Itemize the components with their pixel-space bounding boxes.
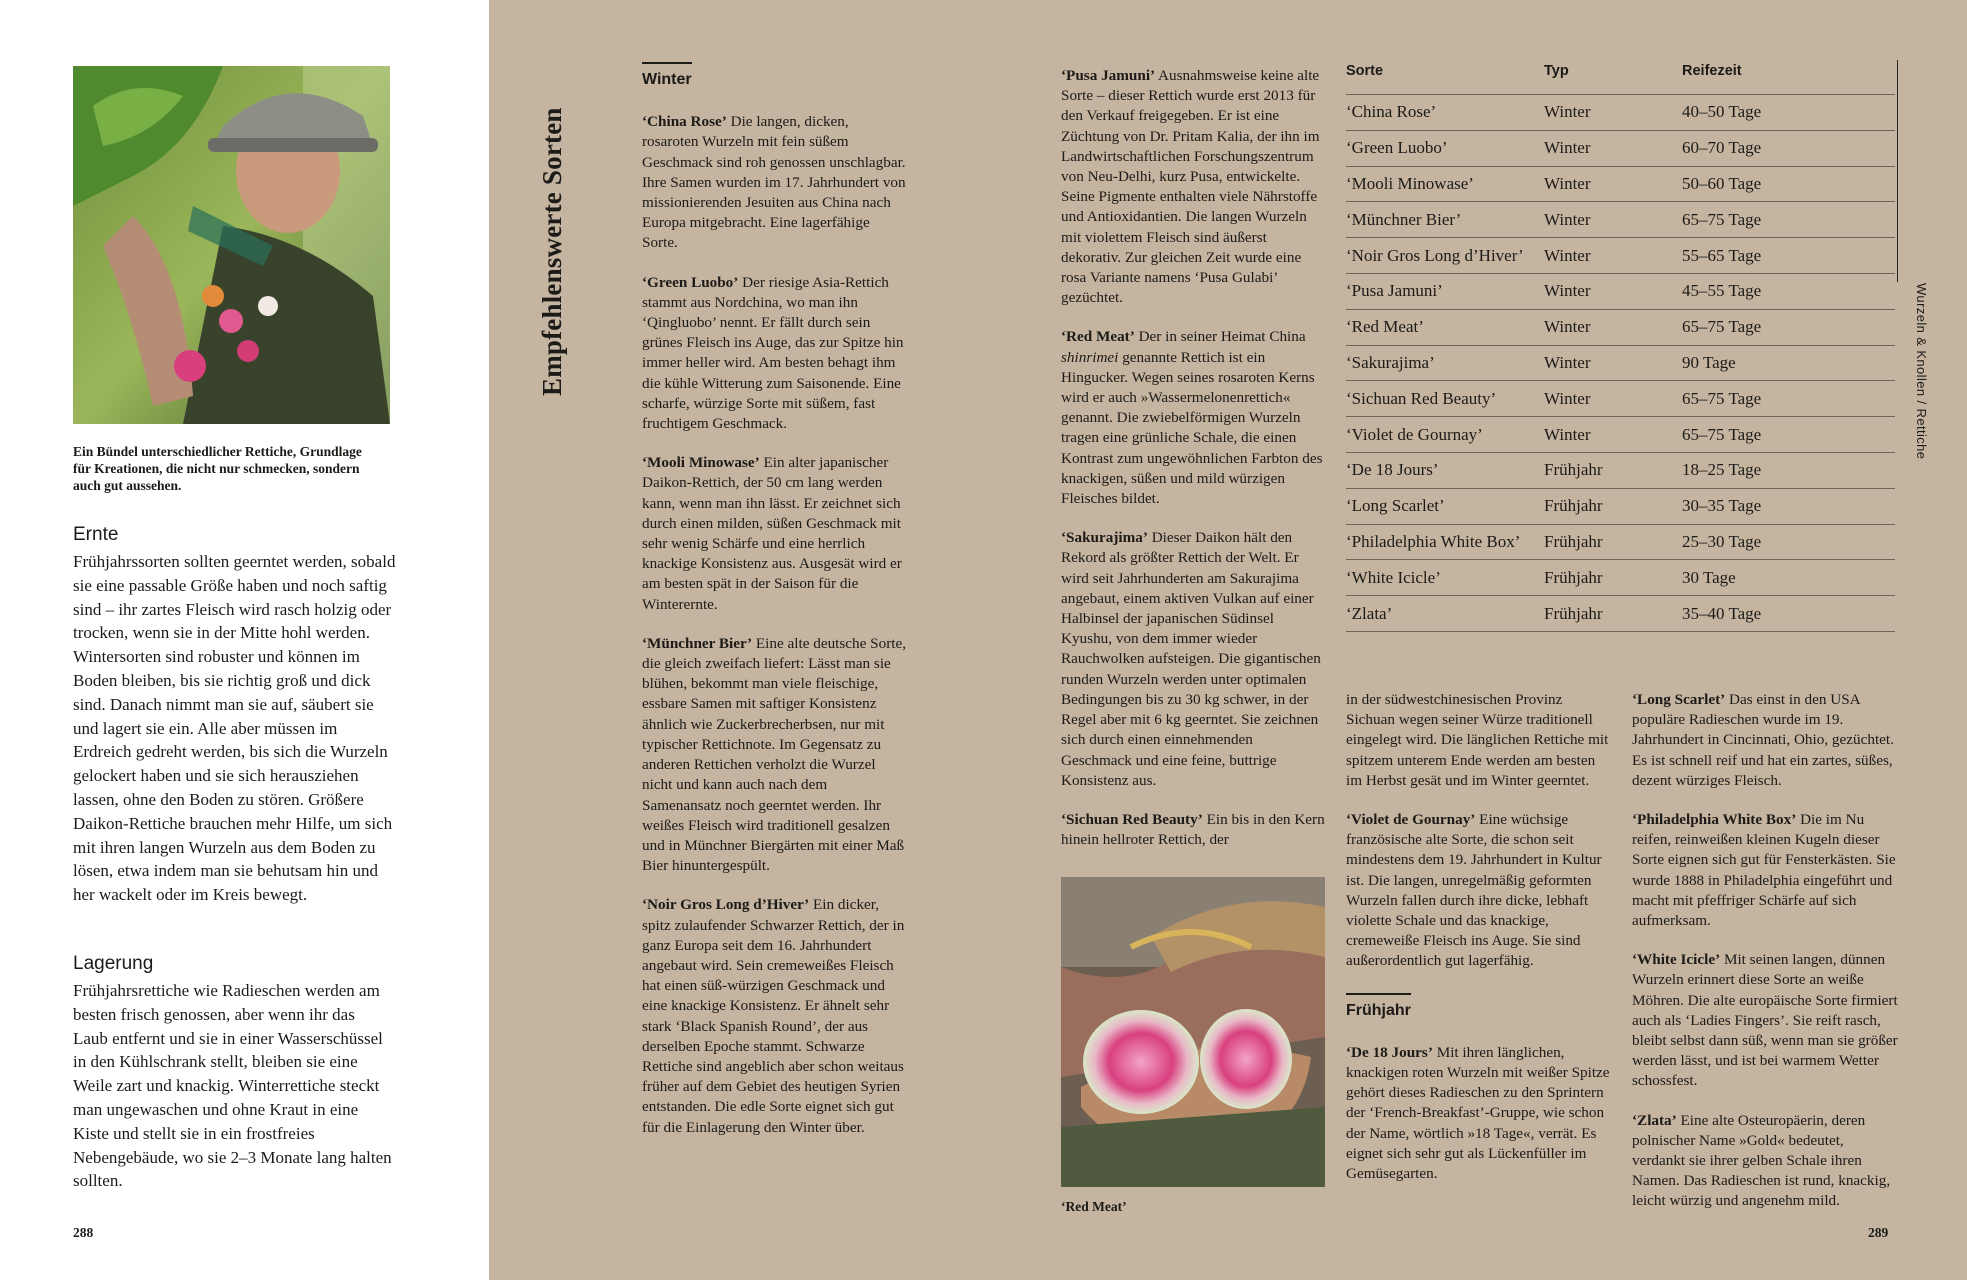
lagerung-text: Frühjahrsrettiche wie Radieschen werden am besten frisch genossen, aber wenn ihr das Laub entfernt und sie in einer Wasserschüssel in den Kühlschrank stellt, bleiben sie eine Weile zart und knackig. Winterrettiche steckt man ungewaschen und ohne Kraut in eine Kiste und stellt sie in ein frostfreies Nebengebäude, wo sie 2–3 Monate lang halten sollten. <box>73 981 392 1191</box>
header-sorte: Sorte <box>1346 58 1544 95</box>
table-row <box>1346 488 1895 524</box>
cell-sorte: ‘Noir Gros Long d’Hiver’ <box>1346 238 1544 274</box>
table-row <box>1346 417 1895 453</box>
cell-sorte: ‘Green Luobo’ <box>1346 130 1544 166</box>
cell-sorte: ‘China Rose’ <box>1346 95 1544 131</box>
cell-sorte: ‘Philadelphia White Box’ <box>1346 524 1544 560</box>
table-header-row <box>1346 58 1895 95</box>
table-row <box>1346 273 1895 309</box>
cell-typ: Winter <box>1544 202 1682 238</box>
table-row <box>1346 524 1895 560</box>
header-reifezeit: Reifezeit <box>1682 58 1895 95</box>
cell-typ: Winter <box>1544 238 1682 274</box>
entry-muenchner-bier: ‘Münchner Bier’ Eine alte deutsche Sorte, die gleich zweifach liefert: Lässt man sie blühen, bekommt man viele fleischige, essbare Samen mit saftiger Konsistenz ähnlich wie Zuckerbrecherbsen, nur mit typischer Rettichnote. Im Gegensatz zu anderen Rettichen verholzt die Wurzel nicht und kann auch nach dem Samenansatz noch geerntet werden. Ihr weißes Fleisch wird traditionell gesalzen und in Münchner Biergärten mit einer Maß Bier hinuntergespült. <box>642 634 907 875</box>
entry-sichuan-red-beauty: ‘Sichuan Red Beauty’ Ein bis in den Kern hinein hellroter Rettich, der <box>1061 810 1325 849</box>
column-3 <box>1346 690 1610 1203</box>
table-row <box>1346 345 1895 381</box>
running-head-rule <box>1897 60 1898 282</box>
table-row <box>1346 238 1895 274</box>
cell-typ: Winter <box>1544 309 1682 345</box>
cell-typ: Frühjahr <box>1544 596 1682 632</box>
page-number-right: 289 <box>1868 1225 1889 1240</box>
cell-reifezeit: 65–75 Tage <box>1682 202 1895 238</box>
entry-zlata: ‘Zlata’ Eine alte Osteuropäerin, deren polnischer Name »Gold« bedeutet, verdankt sie ihrer gelben Schale ihren Namen. Das Radieschen ist rund, knackig, leicht würzig und angenehm mild. <box>1632 1111 1891 1210</box>
entry-long-scarlet: ‘Long Scarlet’ Das einst in den USA populäre Radieschen wurde im 19. Jahrhundert in Cincinnati, Ohio, gezüchtet. Es ist schnell reif und hat ein zartes, süßes, dezent würziges Fleisch. <box>1632 691 1894 789</box>
entry-violet-de-gournay: ‘Violet de Gournay’ Eine wüchsige französische alte Sorte, die schon seit mindestens dem 19. Jahrhundert in Kultur ist. Die langen, unregelmäßig geformten Wurzeln fallen durch ihre dicke, lebhaft violette Schale und das knackige, cremeweiße Fleisch ins Auge. Sie sind außerordentlich gut lagerfähig. <box>1346 811 1602 970</box>
left-page <box>0 0 489 1280</box>
cell-sorte: ‘White Icicle’ <box>1346 560 1544 596</box>
cell-sorte: ‘Sakurajima’ <box>1346 345 1544 381</box>
cell-reifezeit: 35–40 Tage <box>1682 596 1895 632</box>
table-row <box>1346 596 1895 632</box>
table-row <box>1346 95 1895 131</box>
column-winter-2 <box>1061 66 1325 869</box>
page-number-left: 288 <box>73 1225 94 1240</box>
cell-sorte: ‘De 18 Jours’ <box>1346 452 1544 488</box>
cell-sorte: ‘Münchner Bier’ <box>1346 202 1544 238</box>
entry-noir-gros-long: ‘Noir Gros Long d’Hiver’ Ein dicker, spitz zulaufender Schwarzer Rettich, der in ganz Europa seit dem 16. Jahrhundert angebaut wird. Sein cremeweißes Fleisch hat einen süß-würzigen Geschmack und eine knackige Konsistenz. Er ähnelt sehr stark ‘Black Spanish Round’, der aus derselben Epoche stammt. Schwarze Rettiche sind angeblich aber schon weitaus früher auf dem Gebiet des heutigen Syrien entstanden. Die edle Sorte eignet sich gut für die Einlagerung den Winter über. <box>642 896 905 1136</box>
entry-red-meat: ‘Red Meat’ Der in seiner Heimat China shinrimei genannte Rettich ist ein Hingucker. Wegen seines rosaroten Kerns wird er auch »Wassermelonenrettich« genannt. Die zwiebelförmigen Wurzeln tragen eine grünliche Schale, die einen Kontrast zum ungewöhnlichen Farbton des knackigen, süßen und mild würzigen Fleisches bildet. <box>1061 328 1323 508</box>
cell-reifezeit: 50–60 Tage <box>1682 166 1895 202</box>
cell-sorte: ‘Sichuan Red Beauty’ <box>1346 381 1544 417</box>
cell-typ: Frühjahr <box>1544 524 1682 560</box>
cell-reifezeit: 55–65 Tage <box>1682 238 1895 274</box>
fruehjahr-heading: Frühjahr <box>1346 993 1411 1021</box>
cell-typ: Winter <box>1544 345 1682 381</box>
cell-reifezeit: 90 Tage <box>1682 345 1895 381</box>
header-typ: Typ <box>1544 58 1682 95</box>
table-row <box>1346 381 1895 417</box>
cell-typ: Winter <box>1544 381 1682 417</box>
cell-reifezeit: 65–75 Tage <box>1682 381 1895 417</box>
red-meat-photo <box>1061 877 1325 1187</box>
table-row <box>1346 130 1895 166</box>
cell-reifezeit: 18–25 Tage <box>1682 452 1895 488</box>
entry-sichuan-continued: in der südwestchinesischen Provinz Sichuan wegen seiner Würze traditionell eingelegt wird. Die länglichen Rettiche mit spitzem unterem Ende werden am besten im Herbst gesät und im Winter geerntet. <box>1346 691 1609 789</box>
winter-heading: Winter <box>642 62 692 90</box>
cell-typ: Winter <box>1544 417 1682 453</box>
cell-reifezeit: 30–35 Tage <box>1682 488 1895 524</box>
cell-typ: Frühjahr <box>1544 452 1682 488</box>
table-row <box>1346 560 1895 596</box>
table-row <box>1346 309 1895 345</box>
cell-reifezeit: 45–55 Tage <box>1682 273 1895 309</box>
ernte-text: Frühjahrssorten sollten geerntet werden, sobald sie eine passable Größe haben und noch saftig sind – ihr zartes Fleisch wird rasch holzig oder trocken, wenn sie in der Mitte hohl werden. Wintersorten sind robuster und können im Boden bleiben, bis sie richtig groß und dick sind. Danach nimmt man sie auf, säubert sie und lagert sie ein. Alle aber müssen im Erdreich gedreht werden, bis sich die Wurzeln gelockert haben und sie sich herausziehen lassen, ohne den Boden zu stören. Größere Daikon-Rettiche brauchen mehr Hilfe, um sich mit ihren langen Wurzeln aus dem Boden zu lösen, etwa indem man sie behutsam hin und her wackelt oder im Kreis bewegt. <box>73 552 396 905</box>
cell-reifezeit: 25–30 Tage <box>1682 524 1895 560</box>
cell-typ: Winter <box>1544 166 1682 202</box>
cell-sorte: ‘Long Scarlet’ <box>1346 488 1544 524</box>
column-4 <box>1632 690 1898 1231</box>
entry-white-icicle: ‘White Icicle’ Mit seinen langen, dünnen Wurzeln erinnert diese Sorte an weiße Möhren. Die alte europäische Sorte firmiert auch als ‘Ladies Fingers’. Sie reift rasch, bleibt selbst dann süß, wenn man sie größer werden lässt, und ist bei warmem Wetter schossfest. <box>1632 951 1898 1090</box>
cell-reifezeit: 60–70 Tage <box>1682 130 1895 166</box>
cell-sorte: ‘Violet de Gournay’ <box>1346 417 1544 453</box>
cell-reifezeit: 65–75 Tage <box>1682 309 1895 345</box>
photo-caption: Ein Bündel unterschiedlicher Rettiche, Grundlage für Kreationen, die nicht nur schmecken, sondern auch gut aussehen. <box>73 444 362 493</box>
section-title: Empfehlenswerte Sorten <box>537 107 567 396</box>
cell-typ: Frühjahr <box>1544 560 1682 596</box>
table-row <box>1346 166 1895 202</box>
cell-sorte: ‘Pusa Jamuni’ <box>1346 273 1544 309</box>
table-row <box>1346 202 1895 238</box>
entry-pusa-jamuni: ‘Pusa Jamuni’ Ausnahmsweise keine alte Sorte – dieser Rettich wurde erst 2013 für den Verkauf freigegeben. Er ist eine Züchtung von Dr. Pritam Kalia, der ihn im Landwirtschaftlichen Forschungszentrum von Neu-Delhi, kurz Pusa, entwickelte. Seine Pigmente enthalten viele Nährstoffe und Antioxidantien. Die langen Wurzeln mit violettem Fleisch sind äußerst dekorativ. Zur gleichen Zeit wurde eine rosa Variante namens ‘Pusa Gulabi’ gezüchtet. <box>1061 67 1320 307</box>
cell-sorte: ‘Zlata’ <box>1346 596 1544 632</box>
ernte-heading: Ernte <box>73 524 119 545</box>
varieties-table <box>1346 58 1895 632</box>
table-row <box>1346 452 1895 488</box>
running-head: Wurzeln & Knollen / Rettiche <box>1914 283 1929 460</box>
cell-reifezeit: 30 Tage <box>1682 560 1895 596</box>
entry-sakurajima: ‘Sakurajima’ Dieser Daikon hält den Rekord als größter Rettich der Welt. Er wird seit Jahrhunderten am Sakurajima angebaut, einem aktiven Vulkan auf einer Halbinsel der japanischen Südinsel Kyushu, von dem immer wieder Rauchwolken aufsteigen. Die gigantischen runden Wurzeln werden unter optimalen Bedingungen bis zu 30 kg schwer, in der Regel aber mit 6 kg geerntet. Sie zeichnen sich durch einen einnehmenden Geschmack und eine feine, buttrige Konsistenz aus. <box>1061 529 1321 789</box>
column-winter-1 <box>642 62 907 1157</box>
cell-reifezeit: 65–75 Tage <box>1682 417 1895 453</box>
entry-mooli-minowase: ‘Mooli Minowase’ Ein alter japanischer Daikon-Rettich, der 50 cm lang werden kann, wenn man ihn lässt. Er zeichnet sich durch einen milden, süßen Geschmack mit sehr wenig Schärfe und eine herrlich knackige Konsistenz aus. Ausgesät wird er am besten spät in der Saison für die Winterernte. <box>642 454 902 613</box>
cell-typ: Winter <box>1544 130 1682 166</box>
cell-sorte: ‘Mooli Minowase’ <box>1346 166 1544 202</box>
entry-philadelphia-white-box: ‘Philadelphia White Box’ Die im Nu reifen, reinweißen kleinen Kugeln dieser Sorte eignen sich gut für Fensterkästen. Sie wurde 1888 in Philadelphia eingeführt und macht mit pfeffriger Schärfe auf sich aufmerksam. <box>1632 811 1896 930</box>
cell-sorte: ‘Red Meat’ <box>1346 309 1544 345</box>
lagerung-heading: Lagerung <box>73 953 154 974</box>
cell-typ: Winter <box>1544 273 1682 309</box>
red-meat-caption: ‘Red Meat’ <box>1061 1199 1127 1214</box>
cell-typ: Winter <box>1544 95 1682 131</box>
radish-bundle-photo <box>73 66 390 424</box>
entry-de-18-jours: ‘De 18 Jours’ Mit ihren länglichen, knackigen roten Wurzeln mit weißer Spitze gehört dieses Radieschen zu den Sprintern der ‘French-Breakfast’-Gruppe, wie schon der Name, wörtlich »18 Tage«, verrät. Es eignet sich sehr gut als Lückenfüller im Gemüsegarten. <box>1346 1043 1610 1183</box>
entry-green-luobo: ‘Green Luobo’ Der riesige Asia-Rettich stammt aus Nordchina, wo man ihn ‘Qingluobo’ nennt. Er fällt durch sein grünes Fleisch ins Auge, das zur Spitze hin immer heller wird. Am besten behagt ihm die kühle Witterung zum Saisonende. Eine scharfe, würzige Sorte mit süßem, fast fruchtigem Geschmack. <box>642 273 904 433</box>
cell-typ: Frühjahr <box>1544 488 1682 524</box>
entry-china-rose: ‘China Rose’ Die langen, dicken, rosaroten Wurzeln mit fein süßem Geschmack sind roh genossen unschlagbar. Ihre Samen wurden im 17. Jahrhundert von missionierenden Jesuiten aus China nach Europa mitgebracht. Eine lagerfähige Sorte. <box>642 113 906 252</box>
cell-reifezeit: 40–50 Tage <box>1682 95 1895 131</box>
